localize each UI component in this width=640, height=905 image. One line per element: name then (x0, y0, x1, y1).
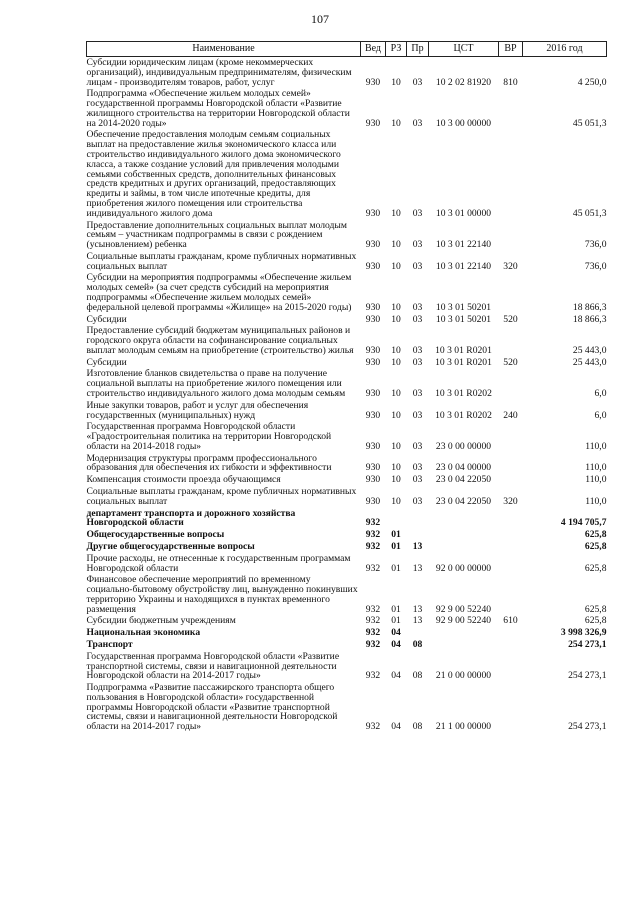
row-vr: 320 (503, 260, 518, 272)
row-cst (429, 541, 499, 553)
row-name: Модернизация структуры программ профессионального образования для обеспечения их гибкости и эффективности (86, 452, 332, 474)
row-sum: 110,0 (585, 495, 607, 507)
row-vr (499, 529, 523, 541)
row-name: Субсидии бюджетным учреждениям (86, 615, 236, 627)
row-vr: 610 (503, 615, 518, 627)
row-pr: 03 (412, 313, 423, 325)
row-ved: 930 (365, 388, 381, 399)
header-year: 2016 год (523, 42, 607, 57)
row-ved: 930 (365, 356, 381, 368)
header-pr: Пр (407, 42, 429, 57)
table-row (87, 57, 607, 89)
row-cst: 21 0 00 00000 (435, 670, 492, 682)
row-vr (499, 368, 523, 399)
row-rz: 10 (391, 76, 401, 88)
row-cst: 92 9 00 52240 (435, 615, 492, 627)
row-rz: 10 (391, 356, 401, 368)
row-sum: 254 273,1 (568, 638, 607, 650)
row-pr: 03 (412, 474, 423, 486)
row-sum: 736,0 (584, 239, 607, 251)
row-pr: 03 (412, 344, 423, 356)
row-vr (499, 129, 523, 219)
row-vr (499, 325, 523, 356)
row-rz: 10 (391, 474, 401, 486)
header-vr: ВР (499, 42, 523, 57)
row-rz: 10 (391, 462, 401, 474)
row-ved: 932 (365, 529, 381, 541)
row-name: Финансовое обеспечение мероприятий по временному социально-бытовому обустройству лиц, вынужденно покинувших территорию Украины и находящихся в пунктах временного размещения (86, 574, 358, 615)
row-name: Субсидии (86, 356, 127, 368)
row-cst: 23 0 04 22050 (435, 495, 492, 507)
row-name: Социальные выплаты гражданам, кроме публичных нормативных социальных выплат (86, 486, 357, 507)
row-rz: 01 (391, 562, 401, 574)
row-name: Прочие расходы, не отнесенные к государственным программам Новгородской области (86, 552, 351, 574)
row-vr (499, 553, 523, 575)
row-vr (499, 88, 523, 129)
row-rz (386, 508, 407, 530)
budget-table (86, 41, 607, 733)
row-rz: 04 (391, 721, 401, 733)
row-rz: 10 (391, 117, 401, 129)
row-cst: 10 3 01 50201 (435, 313, 492, 325)
row-ved: 932 (365, 562, 381, 574)
row-cst: 92 0 00 00000 (435, 562, 492, 574)
row-vr: 520 (503, 313, 518, 325)
row-sum: 110,0 (585, 462, 607, 474)
row-pr (407, 508, 429, 530)
row-rz: 10 (391, 260, 401, 272)
row-name: Компенсация стоимости проезда обучающимся (86, 474, 281, 486)
row-pr: 03 (412, 409, 423, 421)
row-pr: 03 (412, 260, 423, 272)
header-cst: ЦСТ (429, 42, 499, 57)
row-vr (499, 421, 523, 452)
row-rz: 01 (391, 540, 401, 552)
row-vr (499, 474, 523, 486)
row-ved: 930 (365, 474, 381, 486)
table-row (87, 272, 607, 313)
row-rz: 04 (391, 638, 401, 650)
row-rz: 10 (391, 301, 401, 313)
table-row (87, 368, 607, 399)
row-pr: 13 (412, 540, 423, 552)
row-cst (429, 529, 499, 541)
row-cst: 23 0 00 00000 (435, 440, 492, 452)
row-name: Общегосударственные вопросы (86, 529, 225, 541)
row-name: Национальная экономика (86, 627, 201, 639)
row-pr: 03 (412, 356, 423, 368)
row-pr: 03 (412, 495, 423, 507)
row-sum: 110,0 (585, 440, 607, 452)
row-sum: 254 273,1 (568, 670, 607, 682)
row-rz: 01 (391, 529, 401, 541)
row-cst: 23 0 04 22050 (435, 474, 492, 486)
row-cst: 10 3 01 R0201 (435, 344, 492, 356)
row-sum: 4 194 705,7 (560, 517, 607, 529)
row-vr (499, 651, 523, 682)
row-cst: 10 3 01 R0201 (435, 356, 492, 368)
table-row (87, 615, 607, 627)
row-sum: 25 443,0 (572, 356, 607, 368)
row-rz: 01 (391, 615, 401, 627)
row-ved: 930 (365, 462, 381, 474)
row-vr: 240 (503, 409, 518, 421)
row-vr (499, 574, 523, 615)
row-name: Субсидии юридическим лицам (кроме некоммерческих организаций), индивидуальным предпринимателям, физическим лицам - производителям товаров, работ, услуг (86, 57, 352, 88)
row-ved: 930 (365, 495, 381, 507)
header-name: Наименование (87, 42, 361, 57)
row-cst: 10 3 01 R0202 (435, 409, 492, 421)
row-vr (499, 639, 523, 651)
row-ved: 932 (365, 615, 381, 627)
row-pr (407, 529, 429, 541)
table-row (87, 357, 607, 369)
table-row (87, 541, 607, 553)
row-sum: 625,8 (584, 562, 607, 574)
row-rz: 01 (391, 603, 401, 615)
row-pr (407, 627, 429, 639)
row-name: Подпрограмма «Обеспечение жильем молодых семей» государственной программы Новгородской области «Развитие жилищного строительства на территории Новгородской области на 2014-2020 годы» (86, 88, 350, 129)
table-row (87, 486, 607, 508)
row-name: Изготовление бланков свидетельства о праве на получение социальной выплаты на приобретение жилого помещения или строительство индивидуального жилого дома молодым семьям (86, 368, 346, 399)
row-pr: 03 (412, 440, 423, 452)
row-vr (499, 453, 523, 475)
table-row (87, 314, 607, 326)
table-row (87, 421, 607, 452)
row-sum: 625,8 (584, 615, 607, 627)
row-sum: 45 051,3 (572, 207, 607, 219)
row-name: Другие общегосударственные вопросы (86, 540, 255, 552)
row-rz: 10 (391, 344, 401, 356)
row-vr (499, 508, 523, 530)
row-name: Обеспечение предоставления молодым семьям социальных выплат на предоставление жилья экономического класса или строительство индивидуального жилого дома экономического класса, а также создание условий для привлечения молодыми семьями собственных средств, дополнительных финансовых средств кредитных и других организаций, предоставляющих кредиты и займы, в том числе ипотечные кредиты, для приобретения жилого помещения или строительства индивидуального жилого дома (86, 129, 341, 219)
row-cst: 21 1 00 00000 (435, 721, 492, 733)
row-vr (499, 682, 523, 733)
row-name: Иные закупки товаров, работ и услуг для обеспечения государственных (муниципальных) нужд (86, 399, 309, 421)
row-sum: 625,8 (584, 529, 607, 541)
row-name: Предоставление дополнительных социальных выплат молодым семьям – участникам подпрограммы в связи с рождением (усыновлением) ребенка (86, 219, 347, 251)
row-ved: 932 (365, 670, 381, 682)
row-sum: 625,8 (584, 603, 607, 615)
row-rz: 10 (391, 207, 401, 219)
page-number: 107 (311, 12, 329, 26)
table-row (87, 400, 607, 422)
row-pr: 03 (412, 239, 423, 251)
row-pr: 03 (412, 76, 423, 88)
row-ved: 932 (365, 721, 381, 733)
row-rz: 10 (391, 239, 401, 251)
row-name: Транспорт (86, 638, 133, 650)
table-row (87, 682, 607, 733)
table-row (87, 325, 607, 356)
table-row (87, 508, 607, 530)
row-cst: 10 3 01 R0202 (435, 388, 492, 399)
table-row (87, 251, 607, 273)
table-row (87, 529, 607, 541)
row-pr: 08 (412, 721, 423, 733)
row-vr: 320 (503, 495, 518, 507)
header-ved: Вед (361, 42, 386, 57)
row-cst: 92 9 00 52240 (435, 603, 492, 615)
row-name: Предоставление субсидий бюджетам муниципальных районов и городского округа области на софинансирование социальных выплат молодым семьям на приобретение (строительство) жилья (86, 325, 354, 356)
row-vr: 810 (503, 76, 518, 88)
row-cst: 10 2 02 81920 (435, 76, 492, 88)
row-rz: 10 (391, 409, 401, 421)
table-row (87, 639, 607, 651)
row-ved: 930 (365, 239, 381, 251)
row-sum: 25 443,0 (572, 344, 607, 356)
row-vr: 520 (503, 356, 518, 368)
row-pr: 13 (412, 603, 423, 615)
row-sum: 110,0 (585, 474, 607, 486)
table-row (87, 453, 607, 475)
row-ved: 930 (365, 440, 381, 452)
row-sum: 736,0 (584, 260, 607, 272)
row-ved: 932 (365, 627, 381, 639)
row-sum: 18 866,3 (572, 301, 607, 313)
row-sum: 6,0 (594, 409, 607, 421)
row-vr (499, 272, 523, 313)
row-name: Социальные выплаты гражданам, кроме публичных нормативных социальных выплат (86, 250, 357, 272)
table-row (87, 553, 607, 575)
row-ved: 930 (365, 117, 381, 129)
table-header-row (87, 42, 607, 57)
row-ved: 932 (365, 603, 381, 615)
row-rz: 10 (391, 313, 401, 325)
row-cst: 23 0 04 00000 (435, 462, 492, 474)
row-cst (429, 639, 499, 651)
row-ved: 930 (365, 76, 381, 88)
row-pr: 08 (412, 670, 423, 682)
row-sum: 18 866,3 (572, 313, 607, 325)
table-row (87, 627, 607, 639)
row-name: Государственная программа Новгородской области «Градостроительная политика на территории Новгородской области на 2014-2018 годы» (86, 421, 332, 452)
row-sum: 3 998 326,9 (560, 627, 607, 639)
row-pr: 03 (412, 301, 423, 313)
row-ved: 932 (365, 540, 381, 552)
row-sum: 625,8 (584, 540, 607, 552)
row-ved: 930 (365, 301, 381, 313)
row-cst: 10 3 01 00000 (435, 207, 492, 219)
row-cst: 10 3 01 22140 (435, 260, 492, 272)
row-sum: 254 273,1 (568, 721, 607, 733)
row-pr: 03 (412, 207, 423, 219)
row-pr: 08 (412, 638, 423, 650)
row-sum: 6,0 (594, 388, 607, 399)
row-name: департамент транспорта и дорожного хозяйства Новгородской области (86, 507, 296, 529)
table-row (87, 574, 607, 615)
table-row (87, 220, 607, 251)
header-rz: РЗ (386, 42, 407, 57)
row-pr: 03 (412, 462, 423, 474)
row-ved: 930 (365, 344, 381, 356)
row-pr: 13 (412, 562, 423, 574)
row-cst: 10 3 01 50201 (435, 301, 492, 313)
row-ved: 932 (365, 638, 381, 650)
row-pr: 13 (412, 615, 423, 627)
row-cst (429, 627, 499, 639)
row-pr: 03 (412, 117, 423, 129)
row-ved: 930 (365, 207, 381, 219)
row-rz: 04 (391, 670, 401, 682)
row-rz: 10 (391, 388, 401, 399)
row-ved: 932 (365, 517, 381, 529)
table-row (87, 651, 607, 682)
row-name: Государственная программа Новгородской области «Развитие транспортной системы, связи и навигационной деятельности Новгородской области на 2014-2017 годы» (86, 650, 340, 682)
row-cst (429, 508, 499, 530)
row-rz: 10 (391, 495, 401, 507)
row-ved: 930 (365, 409, 381, 421)
row-vr (499, 627, 523, 639)
table-row (87, 88, 607, 129)
row-ved: 930 (365, 313, 381, 325)
row-name: Субсидии (86, 313, 127, 325)
row-rz: 04 (391, 627, 401, 639)
table-row (87, 129, 607, 219)
row-cst: 10 3 01 22140 (435, 239, 492, 251)
table-row (87, 474, 607, 486)
row-rz: 10 (391, 440, 401, 452)
row-vr (499, 220, 523, 251)
row-name: Субсидии на мероприятия подпрограммы «Обеспечение жильем молодых семей» (за счет средств субсидий на мероприятия подпрограммы «Обеспечение жильем молодых семей» федеральной целевой программы «Жилище» на 2015-2020 годы) (86, 272, 352, 313)
row-sum: 45 051,3 (572, 117, 607, 129)
row-ved: 930 (365, 260, 381, 272)
row-pr: 03 (412, 388, 423, 399)
row-sum: 4 250,0 (577, 76, 607, 88)
row-vr (499, 541, 523, 553)
row-cst: 10 3 00 00000 (435, 117, 492, 129)
row-name: Подпрограмма «Развитие пассажирского транспорта общего пользования в Новгородской области» государственной программы Новгородской области «Развитие транспортной системы, связи и навигационной деятельности Новгородской области на 2014-2017 годы» (86, 682, 338, 733)
